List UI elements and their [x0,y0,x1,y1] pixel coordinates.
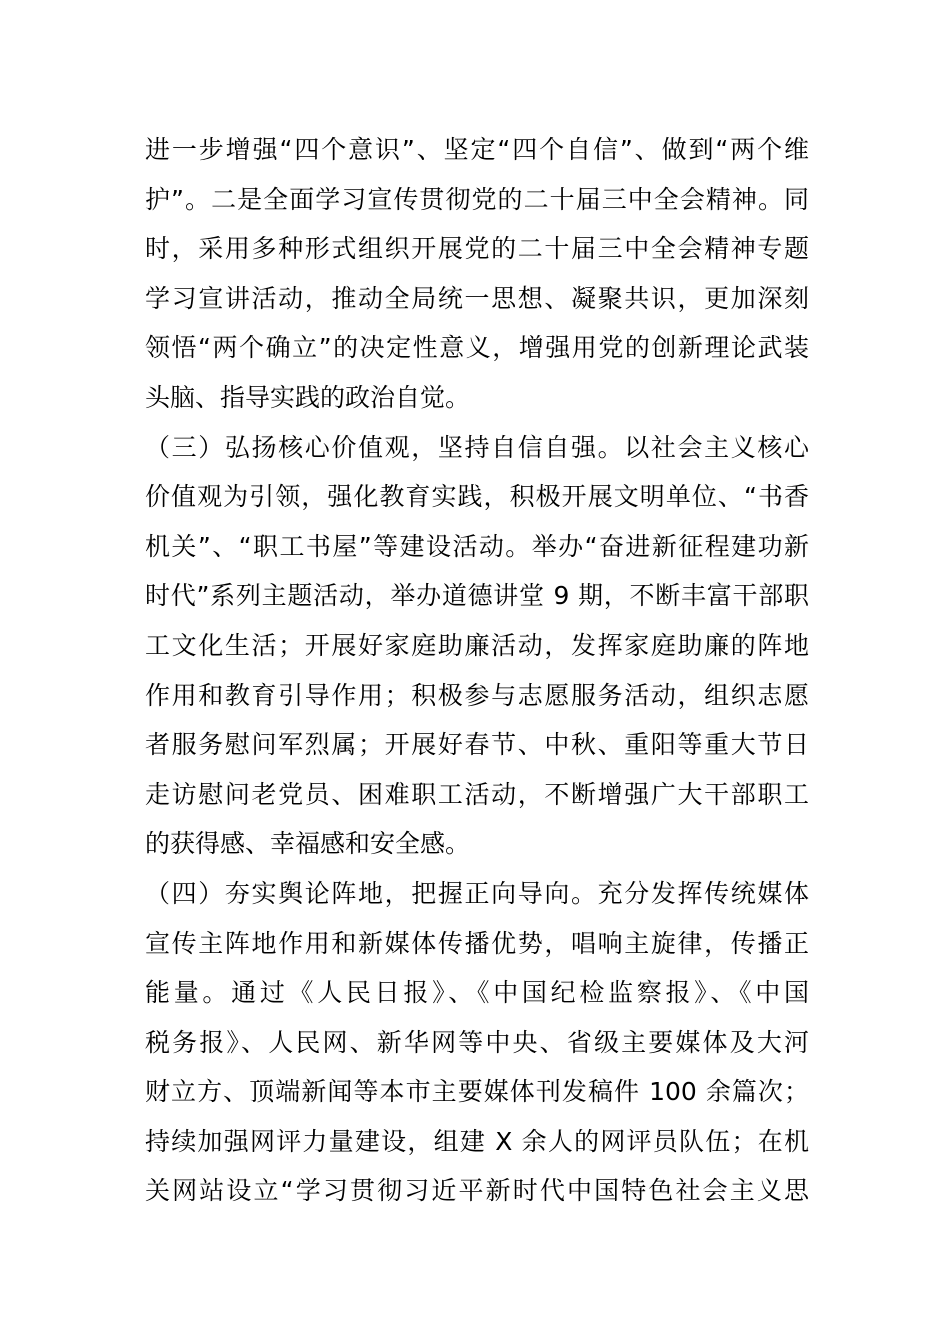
text-line: 能量。通过《人民日报》、《中国纪检监察报》、《中国 [145,978,809,1008]
text-line: 价值观为引领，强化教育实践，积极开展文明单位、“书香 [145,482,809,512]
document-page [145,125,825,1216]
text-line: 工文化生活；开展好家庭助廉活动，发挥家庭助廉的阵地 [145,630,809,660]
text-line: 的获得感、幸福感和安全感。 [145,829,471,859]
text-line: 者服务慰问军烈属；开展好春节、中秋、重阳等重大节日 [145,730,809,760]
text-line: 财立方、顶端新闻等本市主要媒体刊发稿件 100 余篇次； [145,1077,809,1107]
text-line: 时，采用多种形式组织开展党的二十届三中全会精神专题 [145,234,809,264]
text-line: 作用和教育引导作用；积极参与志愿服务活动，组织志愿 [145,680,809,710]
text-line: 时代”系列主题活动，举办道德讲堂 9 期，不断丰富干部职 [145,581,809,611]
text-line: 税务报》、人民网、新华网等中央、省级主要媒体及大河 [145,1027,809,1057]
text-line: 关网站设立“学习贯彻习近平新时代中国特色社会主义思 [145,1176,809,1206]
text-line: 持续加强网评力量建设，组建 X 余人的网评员队伍；在机 [145,1126,809,1156]
section-heading-line: （四）夯实舆论阵地，把握正向导向。充分发挥传统媒体 [145,878,809,908]
text-line: 护”。二是全面学习宣传贯彻党的二十届三中全会精神。同 [145,184,809,214]
section-heading-line: （三）弘扬核心价值观，坚持自信自强。以社会主义核心 [145,432,809,462]
text-line: 学习宣讲活动，推动全局统一思想、凝聚共识，更加深刻 [145,283,809,313]
text-line: 领悟“两个确立”的决定性意义，增强用党的创新理论武装 [145,333,809,363]
text-line: 头脑、指导实践的政治自觉。 [145,382,471,412]
text-line: 机关”、“职工书屋”等建设活动。举办“奋进新征程建功新 [145,531,809,561]
text-line: 进一步增强“四个意识”、坚定“四个自信”、做到“两个维 [145,135,809,164]
text-line: 走访慰问老党员、困难职工活动，不断增强广大干部职工 [145,779,809,809]
text-line: 宣传主阵地作用和新媒体传播优势，唱响主旋律，传播正 [145,928,809,958]
